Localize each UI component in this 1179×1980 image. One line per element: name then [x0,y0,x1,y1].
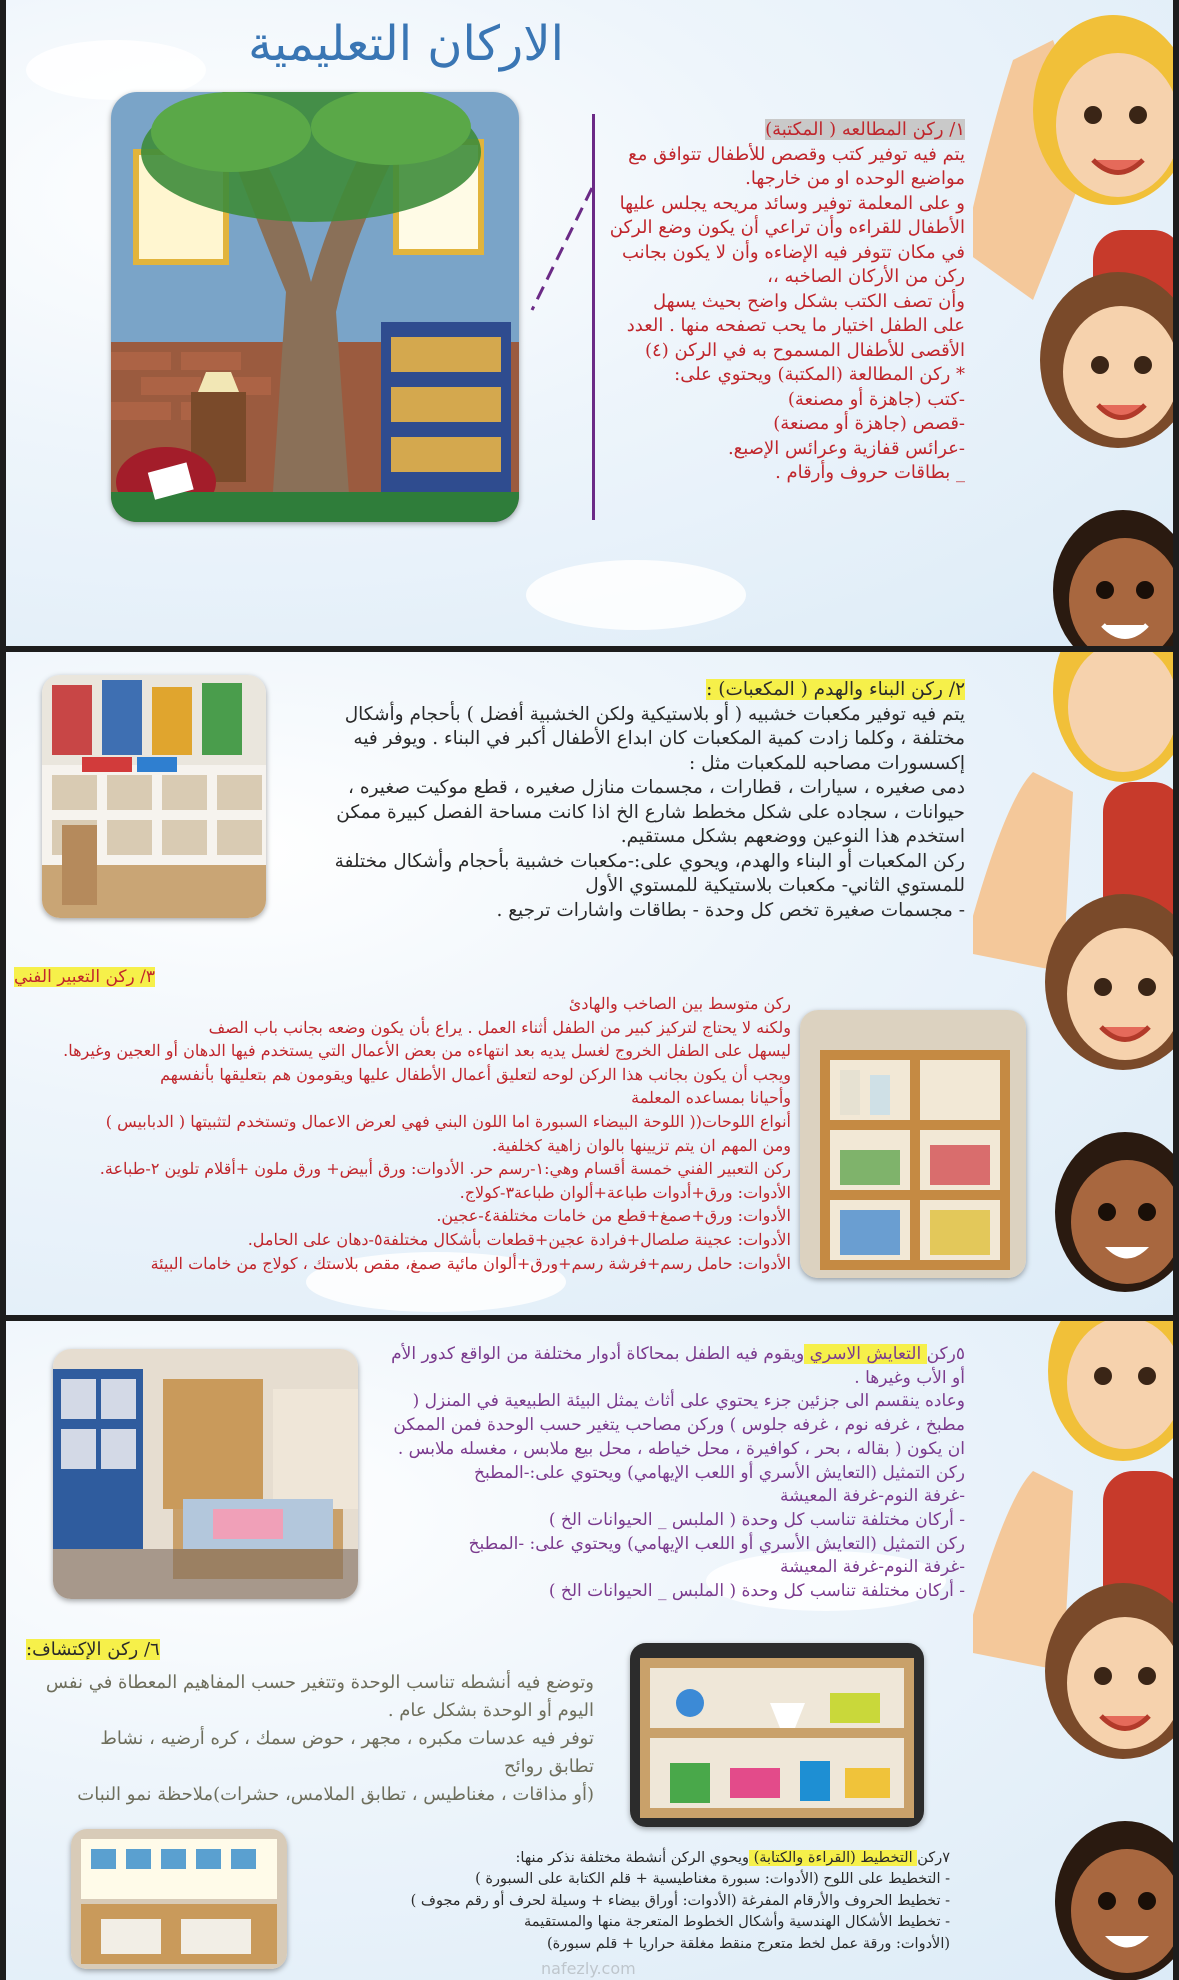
text-line: مطبخ ، غرفه نوم ، غرفه جلوس ) وركن مصاحب يتغير حسب الوحدة فمن الممكن [393,1415,965,1436]
text-line: ان يكون ( بقاله ، بحر ، كوافيرة ، محل خياطه ، محل بيع ملابس ، مغسله ملابس . [397,1438,965,1459]
text-line: مختلفة ، وكلما زادت كمية المكعبات كان ابداع الأطفال أكبر في البناء . ويوفر فيه [353,728,965,749]
discovery-corner-text [46,1669,594,1809]
reading-corner-heading: ١/ ركن المطالعه ( المكتبة) [765,119,965,140]
family-corner-heading-prefix: ٥ركن [926,1344,965,1364]
text-line: * ركن المطالعة (المكتبة) ويحتوي على: [674,364,965,385]
text-line: تطابق روائح [503,1756,594,1777]
writing-corner-heading-rest: ويحوي الركن أنشطة مختلفة نذكر منها: [515,1850,749,1866]
watermark-text: nafezly.com [541,1959,636,1978]
text-line: توفر فيه عدسات مكبره ، مجهر ، حوض سمك ، كره أرضيه ، نشاط [100,1728,594,1749]
text-line: إكسسورات مصاحبه للمكعبات مثل : [688,752,965,774]
text-line: (أو مذاقات ، مغناطيس ، تطابق الملامس، حشرات)ملاحظة نمو النبات [77,1784,594,1805]
text-line: وتوضع فيه أنشطه تناسب الوحدة وتتغير حسب المفاهيم المعطاة في نفس [45,1672,594,1693]
text-line: يتم فيه توفير مكعبات خشبيه ( أو بلاستيكية ولكن الخشبية أفضل ) بأحجام وأشكال [344,703,965,725]
family-corner-heading-rest: ويقوم فيه الطفل بمحاكاة أدوار مختلفة من الواقع كدور الأم [391,1344,805,1364]
text-line: اليوم أو الوحدة بشكل عام . [387,1700,594,1721]
library-corner-photo [111,92,519,522]
text-line: على الطفل اختيار ما يحب تصفحه منها . العدد [626,315,965,336]
slide-family-discovery-writing-corners [6,1321,1173,1980]
text-line: ركن المكعبات أو البناء والهدم، ويحوي على:-مكعبات خشبية بأحجام وأشكال مختلفة [334,850,965,872]
text-line: ولكنه لا يحتاج لتركيز كبير من الطفل أثناء العمل . يراع بأن يكون وضعه بجانب باب الصف [208,1017,791,1037]
blocks-corner-text [335,678,965,923]
text-line: ركن التمثيل (التعايش الأسري أو اللعب الإيهامي) ويحتوي على: -المطبخ [468,1533,965,1554]
writing-corner-heading-prefix: ٧ركن [917,1850,950,1866]
text-line: - التخطيط على اللوح (الأدوات: سبورة مغناطيسية + قلم الكتابة على السبورة ) [475,1871,950,1888]
family-corner-heading: التعايش الاسري [804,1344,927,1364]
text-line: مواضيع الوحده او من خارجها. [745,168,965,189]
art-corner-heading: ٣/ ركن التعبير الفني [14,967,155,987]
text-line: الأدوات: عجينة صلصال+فرادة عجين+قطعات بأشكال مختلفة٥-دهان على الحامل. [247,1229,791,1249]
family-corner-photo [53,1349,358,1599]
text-line: -غرفة النوم-غرفة المعيشة [780,1557,965,1578]
slide-reading-corner [6,0,1173,646]
text-line: الأدوات: ورق+صمغ+قطع من خامات مختلفة٤-عجين. [436,1206,791,1226]
text-line: في مكان تتوفر فيه الإضاءه وأن لا يكون بجانب [621,241,965,263]
text-line: وأحيانا بمساعده المعلمة [631,1088,791,1108]
text-line: - مجسمات صغيرة تخص كل وحدة - بطاقات واشارات ترجيع . [496,899,965,921]
writing-corner-text [411,1848,950,1955]
reading-corner-text [610,118,965,486]
blocks-corner-heading: ٢/ ركن البناء والهدم ( المكعبات) : [706,679,965,700]
text-line: يتم فيه توفير كتب وقصص للأطفال تتوافق مع [628,143,965,165]
text-line: الأطفال للقراءه وأن تراعي أن يكون وضع الركن [609,217,965,238]
text-line: - تخطيط الحروف والأرقام المفرغة (الأدوات: أوراق بيضاء + وسيلة لحرف أو رقم مجوف ) [410,1892,950,1909]
text-line: وأن تصف الكتب بشكل واضح بحيث يسهل [653,290,965,312]
text-line: ركن متوسط بين الصاخب والهادئ [568,994,791,1013]
text-line: -عرائس قفازية وعرائس الإصبع. [727,437,965,459]
text-line: دمى صغيره ، سيارات ، قطارات ، مجسمات منازل صغيره ، قطع موكيت صغيره ، [348,777,965,798]
cloud-shape [526,560,746,630]
text-line: -قصص (جاهزة أو مصنعة) [773,413,965,434]
cartoon-kids-illustration [973,1321,1173,1980]
text-line: _ بطاقات حروف وأرقام . [775,462,965,483]
writing-corner-heading: التخطيط (القراءة والكتابة) [748,1850,918,1866]
discovery-corner-photo [630,1643,924,1827]
discovery-heading-wrap [26,1639,160,1660]
text-line: - أركان مختلفة تناسب كل وحدة ( الملبس _ الحيوانات الخ ) [548,1581,965,1602]
text-line: -غرفة النوم-غرفة المعيشة [780,1486,965,1507]
text-line: ومن المهم ان يتم تزيينها بالوان زاهية كخلفية. [492,1135,791,1155]
text-line: وعاده ينقسم الى جزئين جزء يحتوي على أثاث يمثل البيئة الطبيعية في المنزل ( [412,1391,965,1412]
text-line: ركن التعبير الفني خمسة أقسام وهي:١-رسم حر. الأدوات: ورق أبيض+ ورق ملون +أقلام تلوين ٢-طباعة. [99,1159,791,1179]
text-line: - تخطيط الأشكال الهندسية وأشكال الخطوط المتعرجة منها والمستقيمة [524,1914,950,1931]
text-line: استخدم هذا النوعين ووضعهم بشكل مستقيم. [620,826,965,847]
text-line: ركن التمثيل (التعايش الأسري أو اللعب الإيهامي) ويحتوي على:-المطبخ [473,1462,965,1483]
text-line: ليسهل على الطفل الخروج لغسل يديه بعد انتهاءه من بعض الأعمال التي يستخدم فيها الدهان أو العجين وغيرها. [63,1041,791,1061]
text-line: للمستوي الثاني- مكعبات بلاستيكية للمستوي الأول [585,875,965,896]
family-corner-text [391,1343,965,1604]
text-line: ركن من الأركان الصاخبه ،، [767,266,965,287]
art-corner-text [63,992,791,1275]
text-line: أو الأب وغيرها . [854,1367,965,1388]
writing-corner-photo [71,1829,287,1969]
text-line: ويجب أن يكون بجانب هذا الركن لوحه لتعليق أعمال الأطفال عليها ويقومون هم بتعليقها بأنفسهم [160,1064,791,1084]
text-line: - أركان مختلفة تناسب كل وحدة ( الملبس _ الحيوانات الخ ) [548,1509,965,1530]
text-line: الأدوات: ورق+أدوات طباعة+ألوان طباعة٣-كولاج. [459,1182,791,1202]
cartoon-kids-illustration [973,0,1173,646]
text-line: حيوانات ، سجاده على شكل مخطط شارع الخ اذا كانت مساحة الفصل كبيرة ممكن [336,801,965,823]
text-line: -كتب (جاهزة أو مصنعة) [787,388,965,410]
text-line: أنواع اللوحات(( اللوحة البيضاء السبورة اما اللون البني فهي لعرض الاعمال وتستخدم لتثبيتها ( الدبابيس ) [105,1111,791,1131]
cartoon-kids-illustration [973,652,1173,1315]
text-line: و على المعلمة توفير وسائد مريحه يجلس عليها [619,192,965,214]
slide-blocks-and-art-corners [6,652,1173,1315]
text-line: الأدوات: حامل رسم+فرشة رسم+ورق+ألوان مائية صمغ، مقص بلاستك ، كولاج من خامات البيئة [150,1253,791,1273]
art-corner-heading-wrap [14,967,155,987]
blocks-corner-photo [42,675,266,918]
discovery-corner-heading: ٦/ ركن الإكتشاف: [26,1639,160,1660]
text-line: (الأدوات: ورقة عمل لخط متعرج منقط مغلقة حراريا + قلم سبورة) [547,1935,950,1952]
text-line: الأقصى للأطفال المسموح به في الركن (٤) [645,339,965,361]
page-title: الاركان التعليمية [248,16,564,72]
divider-dashes [526,180,596,320]
